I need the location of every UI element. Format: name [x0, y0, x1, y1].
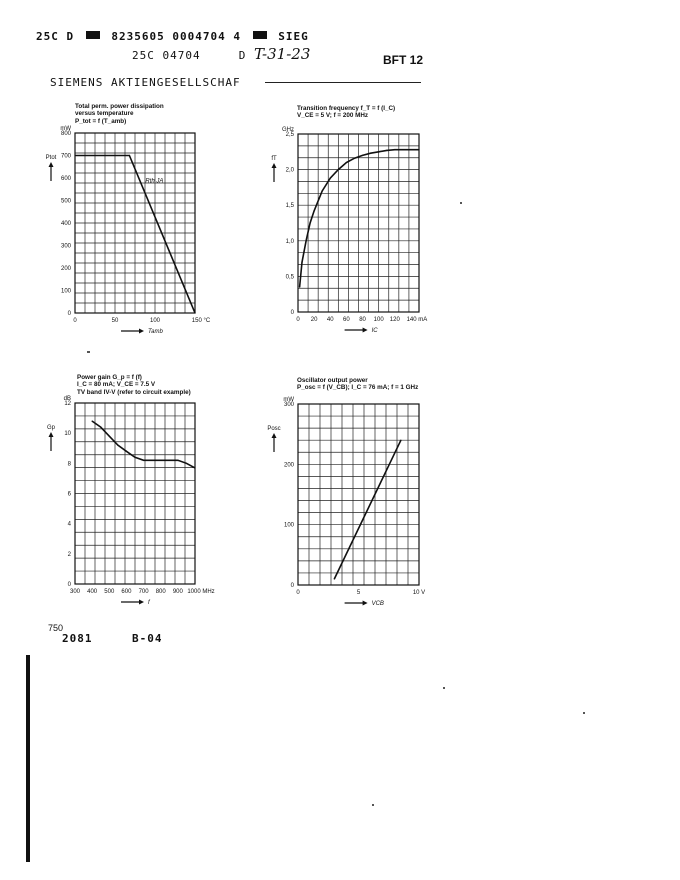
chart-title-line: V_CE = 5 V; f = 200 MHz [297, 112, 369, 120]
y-tick-label: 2,0 [285, 167, 294, 174]
chart-title-line: P_tot = f (T_amb) [75, 117, 127, 125]
data-point [410, 149, 411, 150]
chart-1 [272, 134, 420, 333]
header-code-left: 25C D [36, 30, 75, 43]
x-tick-label: 60 [343, 317, 350, 323]
data-point [100, 427, 101, 428]
scan-edge-bar [26, 655, 30, 862]
y-axis-label: Posc [267, 426, 281, 432]
y-tick-label: 10 [64, 431, 71, 438]
company-name: SIEMENS AKTIENGESELLSCHAF [50, 76, 241, 89]
part-number: BFT 12 [383, 53, 424, 67]
header-code-d: D [238, 49, 247, 62]
x-tick-label: 40 [326, 317, 334, 323]
data-point [378, 151, 379, 152]
y-unit-label: mW [283, 397, 294, 403]
data-point [362, 155, 363, 156]
x-tick-label: 5 [356, 590, 361, 596]
data-point [310, 222, 311, 223]
x-tick-label: 400 [87, 589, 98, 595]
data-point [301, 262, 302, 263]
data-point [117, 445, 118, 446]
y-unit-label: dB [63, 396, 71, 402]
y-tick-label: 0 [290, 310, 294, 316]
y-tick-label: 1,0 [285, 238, 294, 245]
data-point [370, 153, 371, 154]
data-point [177, 460, 178, 461]
data-point [186, 463, 187, 464]
data-point [314, 210, 315, 211]
y-axis-arrowhead [272, 163, 277, 168]
scan-speck [87, 351, 90, 353]
y-axis-label: Ptot [45, 155, 57, 161]
header-code-main: 8235605 0004704 4 [111, 30, 241, 43]
x-tick-label: 100 [149, 318, 161, 324]
chart-title-line: P_osc = f (V_CB); I_C = 76 mA; f = 1 GHz [297, 384, 419, 392]
data-point [400, 440, 401, 441]
page-number: 750 [48, 623, 64, 633]
y-tick-label: 0,5 [285, 274, 294, 281]
y-tick-label: 100 [283, 522, 294, 529]
chart-0 [49, 133, 196, 334]
scan-speck [460, 202, 462, 204]
data-point [109, 436, 110, 437]
data-point [194, 312, 195, 313]
header-code-right: SIEG [278, 30, 309, 43]
y-tick-label: 600 [60, 176, 71, 182]
x-tick-label: 300 [69, 589, 81, 595]
y-tick-label: 400 [60, 221, 71, 227]
plot-frame [298, 404, 419, 585]
y-tick-label: 8 [67, 461, 71, 468]
data-point [354, 158, 355, 159]
x-axis-arrowhead [139, 329, 144, 334]
data-point [194, 467, 195, 468]
series-line [300, 150, 419, 287]
x-tick-label: 700 [138, 589, 149, 595]
x-axis-label: Tamb [148, 329, 163, 335]
footer-code-right: B-04 [132, 632, 163, 645]
y-axis-label: Gp [46, 425, 56, 431]
x-tick-label: 800 [155, 589, 166, 595]
y-tick-label: 100 [60, 288, 71, 295]
data-point [74, 155, 75, 156]
chart-title-line: Power gain G_p = f (f) [77, 374, 142, 381]
series-line [334, 440, 401, 579]
y-tick-label: 500 [60, 198, 71, 205]
x-tick-label: 150 °C [191, 318, 211, 324]
data-point [402, 149, 403, 150]
chart-title-line: Total perm. power dissipation [75, 103, 164, 110]
data-point [418, 149, 419, 150]
data-point [338, 169, 339, 170]
chart-title-line: Transition frequency f_T = f (I_C) [297, 105, 396, 112]
x-tick-label: 500 [104, 589, 115, 595]
scan-speck [583, 712, 585, 714]
x-tick-label: 140 mA [406, 317, 428, 323]
data-point [160, 460, 161, 461]
y-tick-label: 200 [60, 266, 71, 272]
x-axis-label: IC [371, 328, 378, 334]
x-tick-label: 100 [373, 317, 384, 323]
handwritten-code: T-31-23 [253, 45, 311, 63]
y-unit-label: GHz [282, 127, 294, 133]
x-tick-label: 50 [111, 318, 119, 324]
y-tick-label: 0 [67, 582, 71, 588]
chart-3 [272, 404, 420, 606]
y-tick-label: 2 [67, 551, 71, 558]
x-tick-label: 20 [310, 317, 318, 323]
y-tick-label: 1,5 [285, 203, 294, 210]
x-tick-label: 600 [121, 589, 132, 595]
x-tick-label: 10 V [412, 590, 426, 596]
y-tick-label: 0 [67, 311, 71, 317]
y-tick-label: 0 [290, 583, 294, 589]
chart-title-line: Oscillator output power [297, 377, 368, 384]
y-tick-label: 6 [67, 491, 71, 498]
data-point [143, 460, 144, 461]
x-axis-arrowhead [139, 600, 144, 605]
x-tick-label: 1000 MHz [187, 589, 215, 595]
y-tick-label: 2,5 [285, 132, 294, 138]
header-code-secondary: 25C 04704 [132, 49, 201, 62]
data-point [346, 162, 347, 163]
y-axis-arrowhead [49, 162, 54, 167]
data-point [129, 155, 130, 156]
y-axis-label: fT [271, 156, 277, 162]
data-point [305, 240, 306, 241]
data-point [152, 460, 153, 461]
x-tick-label: 80 [359, 317, 366, 323]
data-point [330, 178, 331, 179]
y-axis-arrowhead [49, 432, 54, 437]
x-axis-arrowhead [363, 328, 368, 333]
y-tick-label: 300 [60, 243, 71, 250]
data-point [322, 190, 323, 191]
scan-speck [443, 687, 445, 689]
x-tick-label: 0 [73, 318, 77, 324]
x-tick-label: 0 [296, 590, 300, 596]
x-tick-label: 120 [389, 317, 400, 323]
x-axis-arrowhead [363, 601, 368, 606]
chart-title-line: TV band IV-V (refer to circuit example) [77, 388, 191, 396]
y-unit-label: mW [60, 126, 71, 132]
y-tick-label: 300 [283, 402, 294, 408]
footer-code-left: 2081 [62, 632, 93, 645]
data-point [134, 457, 135, 458]
chart-title-line: I_C = 80 mA; V_CE = 7.5 V [77, 381, 156, 389]
x-axis-label: f [148, 600, 150, 606]
y-axis-arrowhead [272, 433, 277, 438]
data-point [92, 421, 93, 422]
y-tick-label: 700 [60, 153, 71, 160]
x-tick-label: 0 [296, 317, 300, 323]
y-tick-label: 12 [64, 401, 71, 407]
data-point [169, 460, 170, 461]
y-tick-label: 4 [67, 521, 71, 528]
data-point [394, 149, 395, 150]
curve-annotation: Rth JA [145, 178, 164, 185]
y-tick-label: 200 [283, 462, 294, 469]
scan-speck [372, 804, 374, 806]
data-point [299, 286, 300, 287]
data-point [386, 150, 387, 151]
y-tick-label: 800 [60, 131, 71, 137]
x-tick-label: 900 [172, 589, 183, 595]
chart-title-line: versus temperature [75, 110, 134, 118]
data-point [334, 578, 335, 579]
x-axis-label: VCB [371, 601, 384, 607]
data-point [126, 451, 127, 452]
